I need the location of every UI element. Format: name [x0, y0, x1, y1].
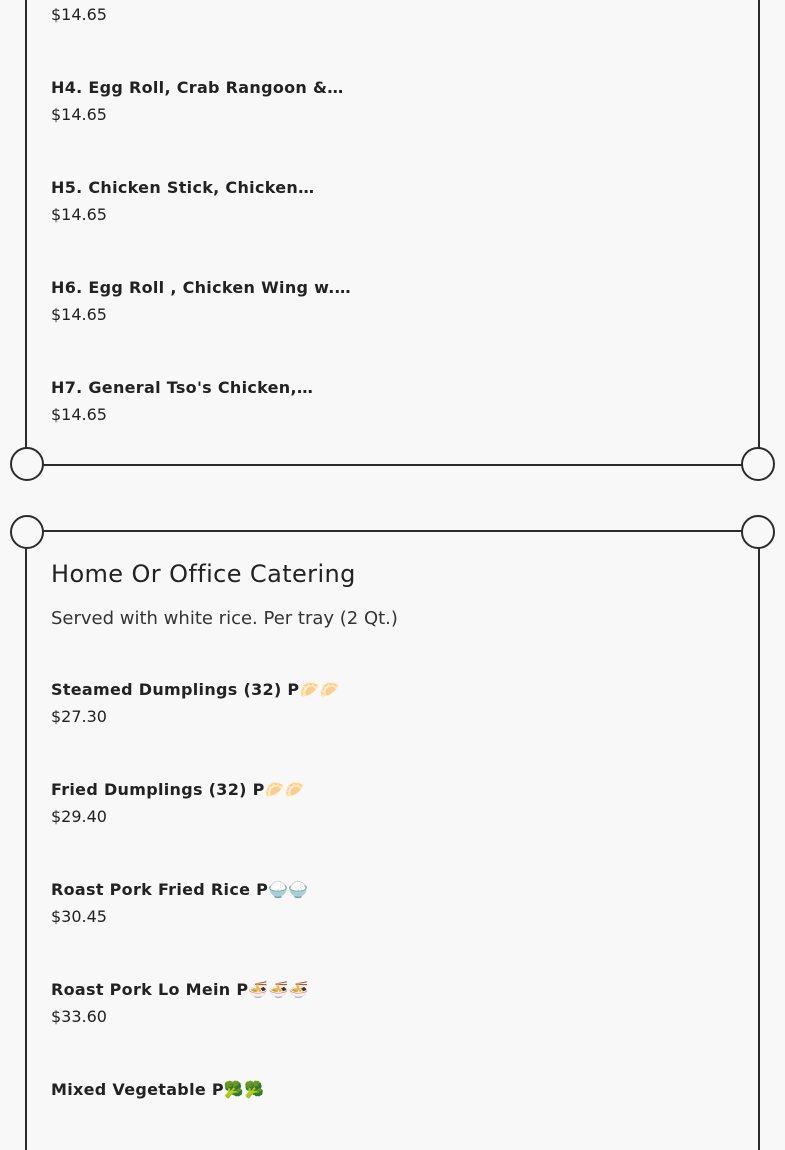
menu-item-name: Roast Pork Fried Rice P🍚🍚	[51, 880, 309, 899]
menu-item[interactable]	[51, 178, 314, 224]
menu-item-name: Roast Pork Lo Mein P🍜🍜🍜	[51, 980, 310, 999]
section-description: Served with white rice. Per tray (2 Qt.)	[51, 608, 398, 629]
menu-item[interactable]	[51, 780, 305, 826]
menu-item[interactable]	[51, 680, 340, 726]
card-corner-decoration	[10, 515, 44, 549]
menu-item[interactable]	[51, 78, 344, 124]
menu-item-price: $33.60	[51, 1007, 107, 1026]
menu-item-price: $14.65	[51, 205, 107, 224]
card-corner-decoration	[10, 447, 44, 481]
menu-item-price: $27.30	[51, 707, 107, 726]
menu-item[interactable]	[51, 378, 313, 424]
menu-item[interactable]	[51, 5, 107, 24]
menu-section-card-catering	[25, 530, 760, 1150]
menu-item-price: $30.45	[51, 907, 107, 926]
menu-item-price: $14.65	[51, 305, 107, 324]
menu-item[interactable]	[51, 1080, 264, 1107]
menu-item[interactable]	[51, 980, 309, 1026]
card-corner-decoration	[741, 447, 775, 481]
menu-item-price: $14.65	[51, 105, 107, 124]
menu-item[interactable]	[51, 880, 309, 926]
menu-item-name: Mixed Vegetable P🥦🥦	[51, 1080, 265, 1099]
menu-item-price: $14.65	[51, 405, 107, 424]
menu-item-price: $14.65	[51, 5, 107, 24]
menu-item[interactable]	[51, 278, 351, 324]
menu-item-name: H7. General Tso's Chicken,…	[51, 378, 314, 397]
menu-section-card-top	[25, 0, 760, 466]
menu-item-name: Fried Dumplings (32) P🥟🥟	[51, 780, 306, 799]
menu-item-name: H4. Egg Roll, Crab Rangoon &…	[51, 78, 344, 97]
menu-item-price: $29.40	[51, 807, 107, 826]
card-corner-decoration	[741, 515, 775, 549]
section-title: Home Or Office Catering	[51, 560, 356, 588]
menu-item-name: Steamed Dumplings (32) P🥟🥟	[51, 680, 340, 699]
menu-item-name: H5. Chicken Stick, Chicken…	[51, 178, 315, 197]
menu-item-name: H6. Egg Roll , Chicken Wing w.…	[51, 278, 351, 297]
